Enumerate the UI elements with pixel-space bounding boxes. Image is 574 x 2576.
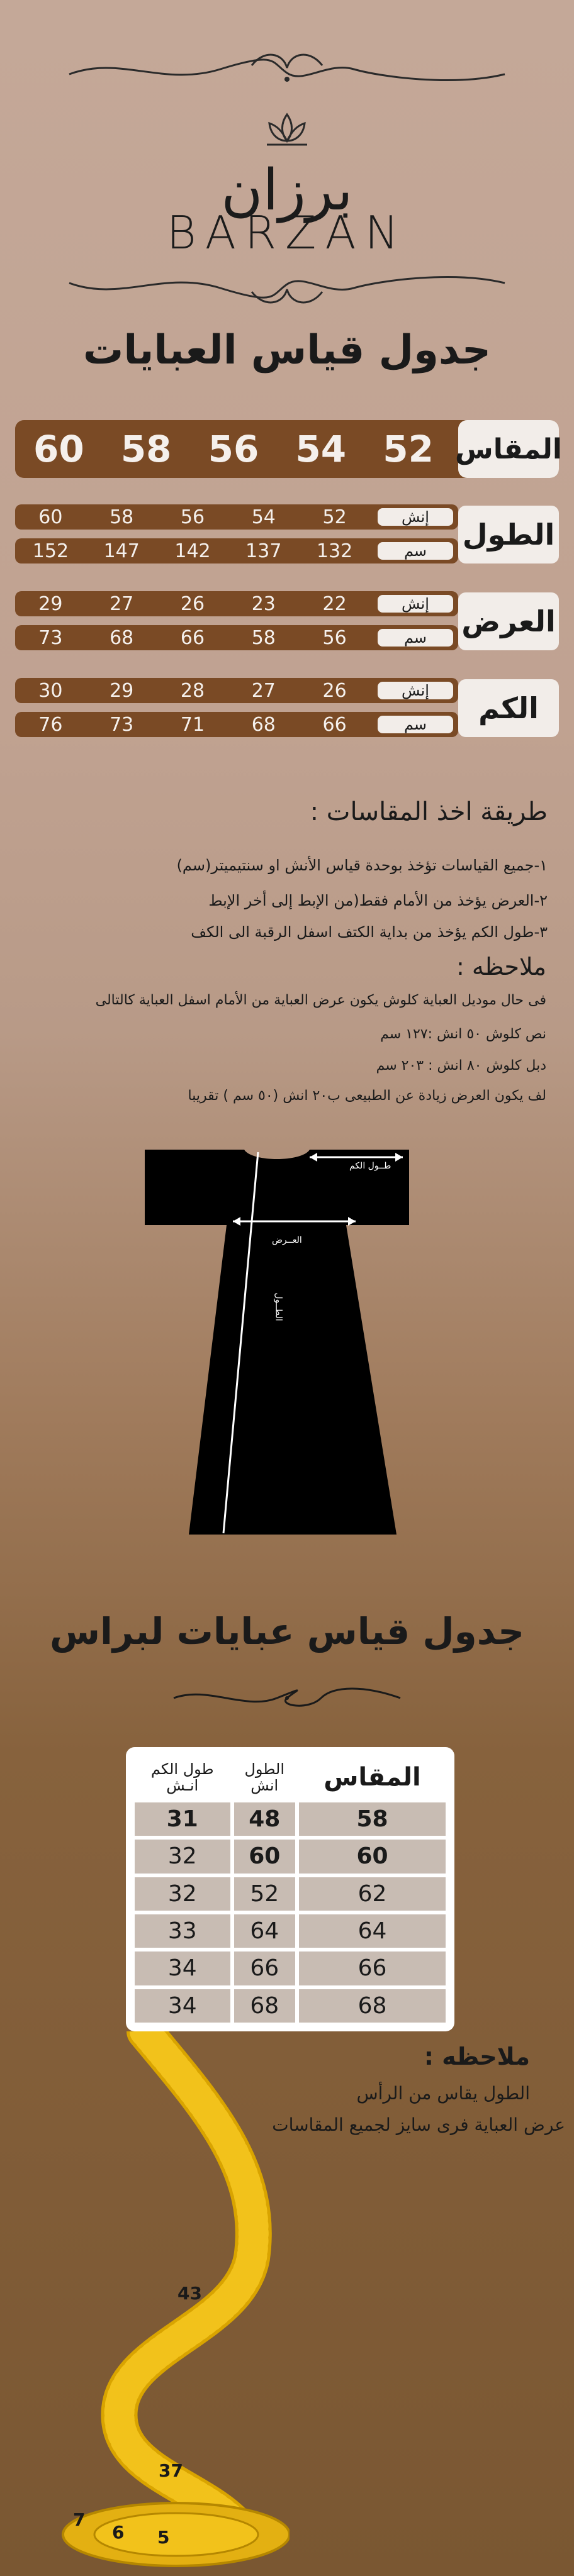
note2-heading: ملاحظه : (424, 2043, 530, 2070)
cell: 56 (322, 626, 347, 649)
cell: 58 (110, 506, 134, 528)
measuring-tape-icon (50, 2031, 290, 2572)
cell: 58 (251, 626, 276, 649)
cell: 73 (38, 626, 63, 649)
lotus-logo-icon (264, 112, 310, 147)
table-header: الطول انش (234, 1756, 296, 1799)
table-cell: 66 (299, 1951, 446, 1985)
cell: 142 (174, 540, 211, 562)
bras-size-table (126, 1747, 454, 2031)
table-cell: 31 (135, 1802, 230, 1836)
unit-label: سم (378, 716, 453, 733)
table-cell: 32 (135, 1840, 230, 1873)
table-cell: 60 (234, 1840, 296, 1873)
cell: 60 (38, 506, 63, 528)
top-ornament (63, 43, 511, 93)
sizes-strip (15, 420, 563, 478)
cell: 52 (322, 506, 347, 528)
table-row (135, 1989, 446, 2023)
cell: 76 (38, 713, 63, 736)
cell: 23 (251, 592, 276, 615)
cell: 68 (251, 713, 276, 736)
sleeve-inch-row (15, 678, 458, 703)
abaya-diagram (138, 1145, 415, 1541)
diagram-width-label: العــرض (272, 1235, 302, 1245)
length-inch-row (15, 504, 458, 530)
sizes-label: المقاس (458, 420, 559, 478)
cell: 71 (180, 713, 205, 736)
table-cell: 68 (234, 1989, 296, 2023)
size-value: 54 (295, 428, 347, 470)
cell: 27 (251, 679, 276, 702)
cell: 54 (251, 506, 276, 528)
table-cell: 33 (135, 1914, 230, 1948)
tape-number: 7 (73, 2509, 86, 2530)
brand-name-latin: BARZAN (166, 206, 408, 259)
howto-item: ١-جميع القياسات تؤخذ بوحدة قياس الأنش او سنتيميتر(سم) (176, 857, 548, 874)
note1-line: دبل كلوش ٨٠ انش : ٢٠٣ سم (376, 1058, 546, 1074)
howto-item: ٣-طول الكم يؤخذ من بداية الكتف اسفل الرقبة الى الكف (191, 923, 548, 941)
cell: 147 (103, 540, 140, 562)
table-cell: 64 (299, 1914, 446, 1948)
cell: 56 (180, 506, 205, 528)
note1-line: نص كلوش ٥٠ انش :١٢٧ سم (380, 1026, 546, 1042)
unit-label: سم (378, 542, 453, 560)
bottom-ornament (63, 264, 511, 314)
size-value: 56 (208, 428, 259, 470)
size-value: 60 (33, 428, 84, 470)
sizes-values (15, 420, 452, 478)
table-cell: 48 (234, 1802, 296, 1836)
width-inch-row (15, 591, 458, 616)
table-cell: 64 (234, 1914, 296, 1948)
note2-line: عرض العباية فرى سايز لجميع المقاسات (272, 2114, 565, 2135)
table-cell: 32 (135, 1877, 230, 1911)
size-value: 58 (120, 428, 172, 470)
mid-ornament (170, 1679, 404, 1717)
table-row (135, 1877, 446, 1911)
cell: 28 (180, 679, 205, 702)
table-row (135, 1840, 446, 1873)
sleeve-group (15, 677, 559, 740)
tape-number: 43 (177, 2283, 202, 2304)
unit-label: إنش (378, 508, 453, 526)
table-cell: 68 (299, 1989, 446, 2023)
width-label: العرض (458, 592, 559, 650)
table-cell: 58 (299, 1802, 446, 1836)
table-header: طول الكم انـش (135, 1756, 230, 1799)
diagram-length-label: الطــول (273, 1292, 284, 1321)
cell: 152 (32, 540, 69, 562)
note1-line: فى حال موديل العباية كلوش يكون عرض العباية من الأمام اسفل العباية كالتالى (95, 992, 546, 1008)
brand-name-arabic: برزان (221, 157, 353, 223)
sleeve-label: الكم (458, 679, 559, 737)
table-cell: 34 (135, 1989, 230, 2023)
tape-number: 5 (157, 2527, 170, 2548)
tape-number: 6 (112, 2522, 125, 2543)
cell: 137 (245, 540, 282, 562)
note2-line: الطول يقاس من الرأس (356, 2083, 530, 2104)
cell: 66 (322, 713, 347, 736)
cell: 26 (322, 679, 347, 702)
table-row (135, 1914, 446, 1948)
main-title: جدول قياس العبايات (83, 327, 491, 374)
cell: 22 (322, 592, 347, 615)
unit-label: سم (378, 629, 453, 647)
cell: 73 (110, 713, 134, 736)
cell: 66 (180, 626, 205, 649)
howto-heading: طريقة اخذ المقاسات : (310, 797, 548, 826)
table-row (135, 1802, 446, 1836)
table-row (135, 1951, 446, 1985)
cell: 30 (38, 679, 63, 702)
width-group (15, 590, 559, 653)
length-group (15, 503, 559, 566)
unit-label: إنش (378, 682, 453, 699)
unit-label: إنش (378, 595, 453, 613)
second-title: جدول قياس عبايات لبراس (49, 1610, 525, 1653)
cell: 26 (180, 592, 205, 615)
cell: 132 (316, 540, 353, 562)
width-cm-row (15, 625, 458, 650)
size-value: 52 (383, 428, 434, 470)
tape-number: 37 (159, 2460, 183, 2481)
note1-line: لف يكون العرض زيادة عن الطبيعى ب٢٠ انش (٥٠ سم ) تقريبا (188, 1088, 546, 1104)
table-cell: 52 (234, 1877, 296, 1911)
table-cell: 62 (299, 1877, 446, 1911)
cell: 27 (110, 592, 134, 615)
note1-heading: ملاحظه : (456, 953, 546, 980)
length-cm-row (15, 538, 458, 564)
cell: 29 (110, 679, 134, 702)
length-label: الطول (458, 506, 559, 564)
howto-item: ٢-العرض يؤخذ من الأمام فقط(من الإبط إلى أخر الإبط (208, 892, 548, 909)
table-cell: 34 (135, 1951, 230, 1985)
diagram-sleeve-label: طــول الكم (349, 1161, 391, 1171)
sleeve-cm-row (15, 712, 458, 737)
cell: 29 (38, 592, 63, 615)
cell: 68 (110, 626, 134, 649)
table-cell: 66 (234, 1951, 296, 1985)
table-header: المقاس (299, 1756, 446, 1799)
table-cell: 60 (299, 1840, 446, 1873)
